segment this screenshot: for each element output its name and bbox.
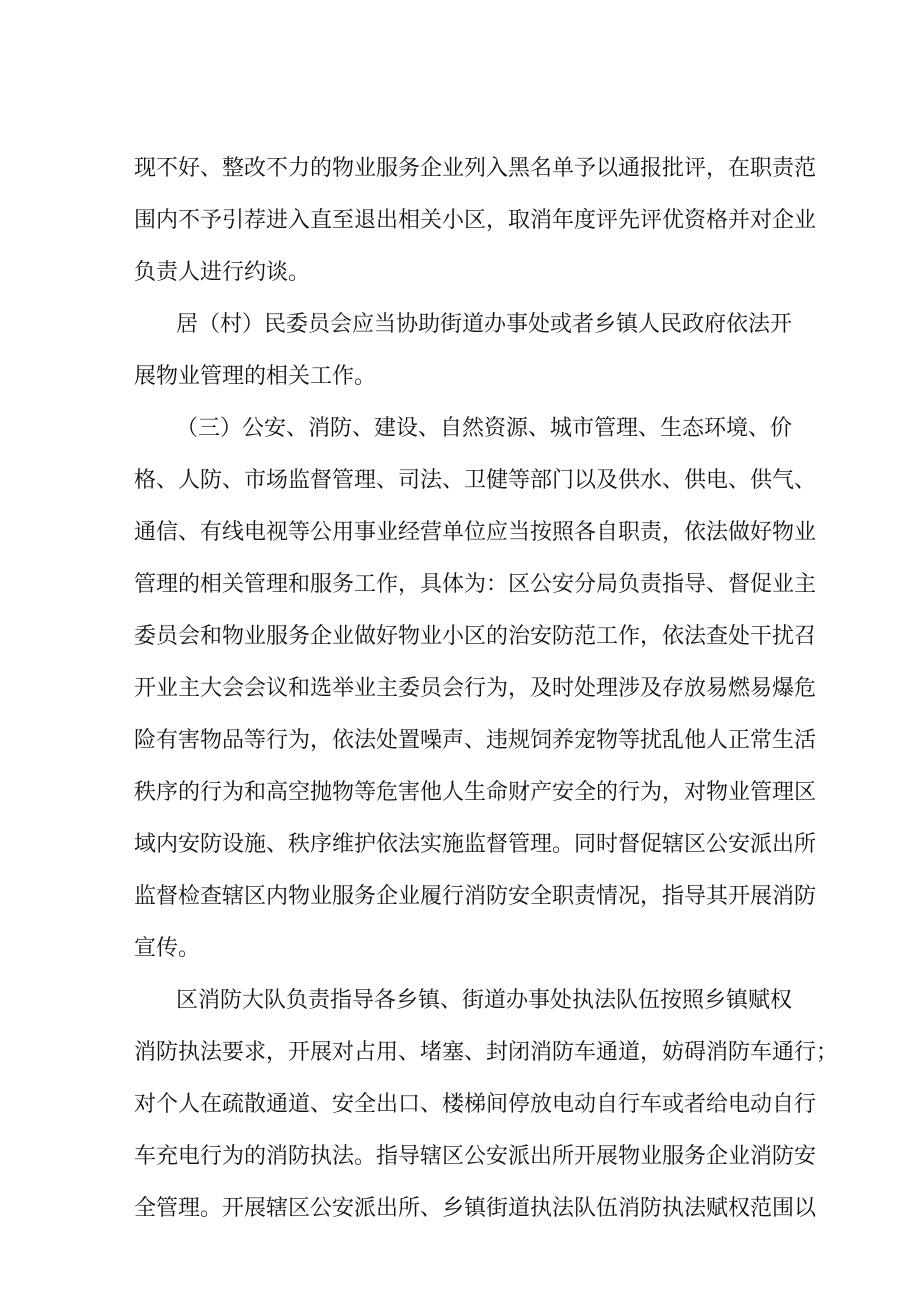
text-line: 对个人在疏散通道、安全出口、楼梯间停放电动自行车或者给电动自行 (134, 1092, 817, 1117)
text-line: 秩序的行为和高空抛物等危害他人生命财产安全的行为，对物业管理区 (134, 780, 817, 805)
text-line: 全管理。开展辖区公安派出所、乡镇街道执法队伍消防执法赋权范围以 (134, 1196, 817, 1221)
text-line: 管理的相关管理和服务工作，具体为：区公安分局负责指导、督促业主 (134, 572, 817, 597)
text-line: 围内不予引荐进入直至退出相关小区，取消年度评先评优资格并对企业 (134, 208, 817, 233)
text-line: 车充电行为的消防执法。指导辖区公安派出所开展物业服务企业消防安 (134, 1144, 817, 1169)
text-line: 格、人防、市场监督管理、司法、卫健等部门以及供水、供电、供气、 (134, 468, 817, 493)
text-line: 通信、有线电视等公用事业经营单位应当按照各自职责，依法做好物业 (134, 520, 817, 545)
text-line: 委员会和物业服务企业做好物业小区的治安防范工作，依法查处干扰召 (134, 624, 817, 649)
text-line: 现不好、整改不力的物业服务企业列入黑名单予以通报批评，在职责范 (134, 156, 817, 181)
text-line: 域内安防设施、秩序维护依法实施监督管理。同时督促辖区公安派出所 (134, 832, 817, 857)
text-line: 消防执法要求，开展对占用、堵塞、封闭消防车通道，妨碍消防车通行； (134, 1040, 839, 1065)
text-line: 险有害物品等行为，依法处置噪声、违规饲养宠物等扰乱他人正常生活 (134, 728, 817, 753)
text-line: 区消防大队负责指导各乡镇、街道办事处执法队伍按照乡镇赋权 (176, 988, 793, 1013)
text-line: 负责人进行约谈。 (134, 260, 311, 285)
text-line: 居（村）民委员会应当协助街道办事处或者乡镇人民政府依法开 (176, 312, 793, 337)
text-line: 宣传。 (134, 936, 201, 961)
text-line: 开业主大会会议和选举业主委员会行为，及时处理涉及存放易燃易爆危 (134, 676, 817, 701)
text-line: （三）公安、消防、建设、自然资源、城市管理、生态环境、价 (176, 416, 793, 441)
text-line: 监督检查辖区内物业服务企业履行消防安全职责情况，指导其开展消防 (134, 884, 817, 909)
text-line: 展物业管理的相关工作。 (134, 364, 377, 389)
